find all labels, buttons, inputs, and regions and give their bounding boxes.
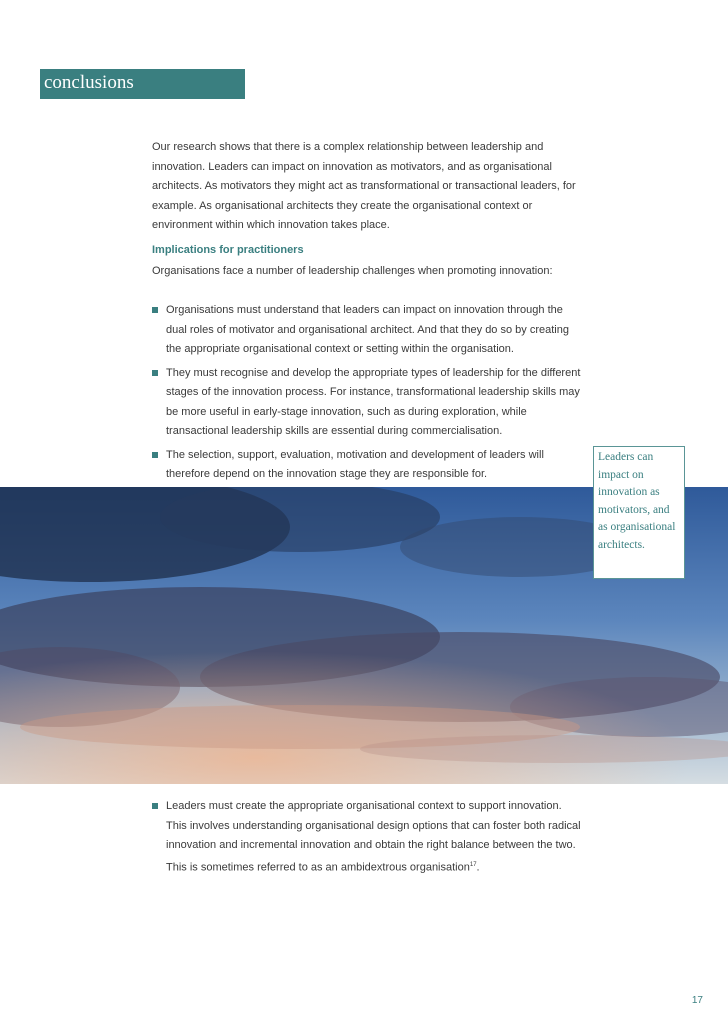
bullet-text: The selection, support, evaluation, motivation and development of leaders will therefore depend on the innovation stage they are responsible for. (166, 448, 544, 480)
list-item (152, 301, 582, 360)
intro-paragraph: Our research shows that there is a complex relationship between leadership and innovation. Leaders can impact on innovation as motivators, and as organisational architects. As motivators they might act as transformational or transactional leaders, for example. As organisational architects they create the organisational context or environment within which innovation takes place. (152, 141, 576, 231)
pull-quote-box (593, 446, 685, 579)
bullet-square-icon (152, 803, 158, 809)
section-header-bar (40, 69, 245, 99)
bullet-square-icon (152, 370, 158, 376)
pull-quote-text: Leaders can impact on innovation as motivators, and as organisational architects. (598, 451, 676, 551)
list-item (152, 446, 582, 485)
list-item (152, 797, 582, 878)
bullet-text: Leaders must create the appropriate organisational context to support innovation. This involves understanding organisational design options that can foster both radical innovation and incremental innovation and obtain the right balance between the two. This is sometimes referred to as an ambidextrous organisation (166, 800, 581, 874)
implications-lead: Organisations face a number of leadership challenges when promoting innovation: (152, 265, 553, 277)
bullet-square-icon (152, 452, 158, 458)
implications-heading: Implications for practitioners (152, 244, 304, 256)
bullet-text: Organisations must understand that leaders can impact on innovation through the dual roles of motivator and organisational architect. And that they do so by creating the appropriate organisational context or setting within the organisation. (166, 304, 569, 355)
bullet-text: They must recognise and develop the appropriate types of leadership for the different stages of the innovation process. For instance, transformational leadership skills may be more useful in early-stage innovation, such as during exploration, while transactional leadership skills are essential during commercialisation. (166, 366, 581, 437)
bullet-list (152, 301, 582, 489)
bullet-square-icon (152, 307, 158, 313)
section-title: conclusions (44, 72, 134, 93)
list-item (152, 364, 582, 442)
page-number: 17 (691, 995, 703, 1006)
footnote-ref: 17 (469, 861, 477, 868)
bullet-list-continued (152, 797, 582, 882)
bullet-text-tail: . (476, 861, 480, 874)
